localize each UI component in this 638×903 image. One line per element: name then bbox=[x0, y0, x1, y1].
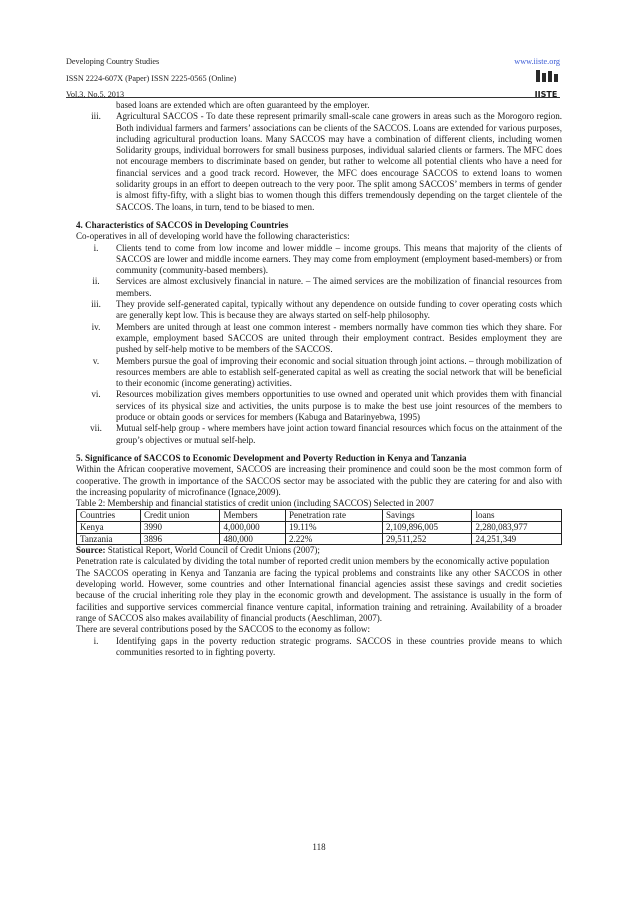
list-item bbox=[76, 276, 562, 299]
table-header-cell: Members bbox=[220, 510, 285, 522]
list-item bbox=[76, 243, 562, 277]
list-item bbox=[76, 636, 562, 659]
table-cell: 29,511,252 bbox=[382, 533, 471, 545]
table-header-cell: Countries bbox=[77, 510, 141, 522]
table-cell: 4,000,000 bbox=[220, 521, 285, 533]
list-text: Services are almost exclusively financial in nature. – The aimed services are the mobilization of financial resources from members. bbox=[116, 276, 562, 298]
list-item bbox=[76, 111, 562, 213]
paragraph: The SACCOS operating in Kenya and Tanzania are facing the typical problems and constraints like any other SACCOS in other developing world. However, some countries and other International financial agencies assist these savings and credit societies because of the crucial inheriting role they play in the economic growth and development. The assistance is usually in the form of facilities and supportive services commercial finance venture capital, information training and retraining. Availability of a broader range of SACCOS also makes availability of financial products (Aeschliman, 2007). bbox=[76, 567, 562, 623]
table-cell: 2,280,083,977 bbox=[472, 521, 562, 533]
source-label: Source: bbox=[76, 545, 106, 556]
table-cell: 3896 bbox=[140, 533, 220, 545]
list-text: Members pursue the goal of improving their economic and social situation through joint actions. – through mobilization of resources members are able to establish self-generated capital as well as creating the social network that will be beneficial to their economic (income generating) activities. bbox=[116, 355, 562, 389]
table-cell: 19.11% bbox=[285, 521, 382, 533]
table-header-cell: Credit union bbox=[140, 510, 220, 522]
table-header-row bbox=[77, 510, 562, 522]
logo-text: IISTE bbox=[534, 90, 558, 99]
table-source bbox=[76, 545, 562, 556]
source-text: Statistical Report, World Council of Credit Unions (2007); bbox=[105, 545, 320, 556]
table-cell: 480,000 bbox=[220, 533, 285, 545]
section-heading: 4. Characteristics of SACCOS in Developing Countries bbox=[76, 219, 289, 230]
table-cell: Kenya bbox=[77, 521, 141, 533]
table-cell: 2.22% bbox=[285, 533, 382, 545]
list-item bbox=[76, 356, 562, 390]
characteristics-list bbox=[76, 243, 562, 446]
table-header-cell: Penetration rate bbox=[285, 510, 382, 522]
list-number: ii. bbox=[92, 276, 100, 287]
list-item bbox=[76, 389, 562, 423]
table-cell: 24,251,349 bbox=[472, 533, 562, 545]
section-heading: 5. Significance of SACCOS to Economic Development and Poverty Reduction in Kenya and Tanzania bbox=[76, 452, 467, 463]
contributions-intro: There are several contributions posed by the SACCOS to the economy as follow: bbox=[76, 624, 370, 635]
table-row bbox=[77, 533, 562, 545]
journal-url-link[interactable]: www.iiste.org bbox=[514, 57, 560, 66]
list-number: vi. bbox=[91, 389, 101, 400]
list-text: Mutual self-help group - where members have joint action toward financial resources which focus on the attainment of the group’s objectives or mutual self-help. bbox=[116, 423, 562, 445]
list-number: iii. bbox=[91, 299, 101, 310]
list-text: Clients tend to come from low income and lower middle – income groups. This means that majority of the clients of SACCOS are lower and middle income earners. They may come from employment (employment based-members) or from community (community-based members). bbox=[116, 242, 562, 276]
table-cell: 3990 bbox=[140, 521, 220, 533]
article-body bbox=[76, 100, 562, 658]
table-caption: Table 2: Membership and financial statistics of credit union (including SACCOS) Selected in 2007 bbox=[76, 498, 434, 509]
page-number: 118 bbox=[312, 842, 326, 852]
journal-volume: Vol.3, No.5, 2013 bbox=[66, 90, 125, 99]
journal-issn: ISSN 2224-607X (Paper) ISSN 2225-0565 (Online) bbox=[66, 73, 237, 83]
list-text: They provide self-generated capital, typically without any dependence on outside funding to cover operating costs which are generally kept low. This is because they are always started on self-help philosophy. bbox=[116, 299, 562, 321]
list-text: Agricultural SACCOS - To date these represent primarily small-scale cane growers in areas such as the Morogoro region. Both individual farmers and farmers’ associations can be clients of the SACCOS. Loans are extended for various purposes, including agricultural production loans. Many SACCOS may have a combination of different clients, including women Solidarity groups, individual borrowers for small business purposes, individual salaried clients or farmers. The MFC does not encourage members to discriminate based on gender, but rather to welcome all potential clients who have a need for financial services and a good track record. However, the MFC does encourage SACCOS to extend loans to women solidarity groups in an effort to deepen outreach to the very poor. The split among SACCOS’ members in terms of gender is almost fifty-fifty, with a slight bias to women though this differs tremendously depending on the target clientele of the SACCOS. The loans, in turn, tend to be biased to men. bbox=[116, 111, 562, 212]
list-number: iii. bbox=[91, 111, 101, 122]
list-text: Members are united through at least one common interest - members normally have common ties which they share. For example, employment based SACCOS are united through their employment contract. Besides employment they are pushed by self-help motive to be members of the SACCOS. bbox=[116, 321, 562, 355]
penetration-note: Penetration rate is calculated by dividing the total number of reported credit union members by the economically active population bbox=[76, 556, 550, 567]
list-text: Identifying gaps in the poverty reduction strategic programs. SACCOS in these countries provide means to which communities resorted to in fighting poverty. bbox=[116, 635, 562, 657]
list-number: vii. bbox=[90, 423, 102, 434]
list-number: iv. bbox=[91, 321, 101, 332]
table-header-cell: Savings bbox=[382, 510, 471, 522]
list-number: v. bbox=[92, 355, 100, 366]
section-intro: Co-operatives in all of developing world have the following characteristics: bbox=[76, 231, 350, 242]
list-number: i. bbox=[93, 635, 99, 646]
header-rule bbox=[66, 97, 560, 98]
list-item bbox=[76, 423, 562, 446]
paragraph: Within the African cooperative movement, SACCOS are increasing their prominence and could soon be the most common form of cooperative. The growth in importance of the SACCOS sector may be associated with the public they are catering for and also with the increasing popularity of microfinance (Ignace,2009). bbox=[76, 464, 562, 497]
table-cell: Tanzania bbox=[77, 533, 141, 545]
list-number: i. bbox=[93, 242, 99, 253]
journal-title: Developing Country Studies bbox=[66, 57, 160, 66]
table-row bbox=[77, 521, 562, 533]
table-header-cell: loans bbox=[472, 510, 562, 522]
list-item bbox=[76, 299, 562, 322]
list-text: Resources mobilization gives members opportunities to use owned and operated unit which provides them with financial services of its physical size and activities, the units purpose is to make the best use joint resources of the members to produce or obtain goods or services for members (Kabuga and Batarinyebwa, 1995) bbox=[116, 389, 562, 423]
continuation-text: based loans are extended which are often guaranteed by the employer. bbox=[116, 100, 370, 110]
table-cell: 2,109,896,005 bbox=[382, 521, 471, 533]
statistics-table bbox=[76, 509, 562, 545]
list-item bbox=[76, 322, 562, 356]
